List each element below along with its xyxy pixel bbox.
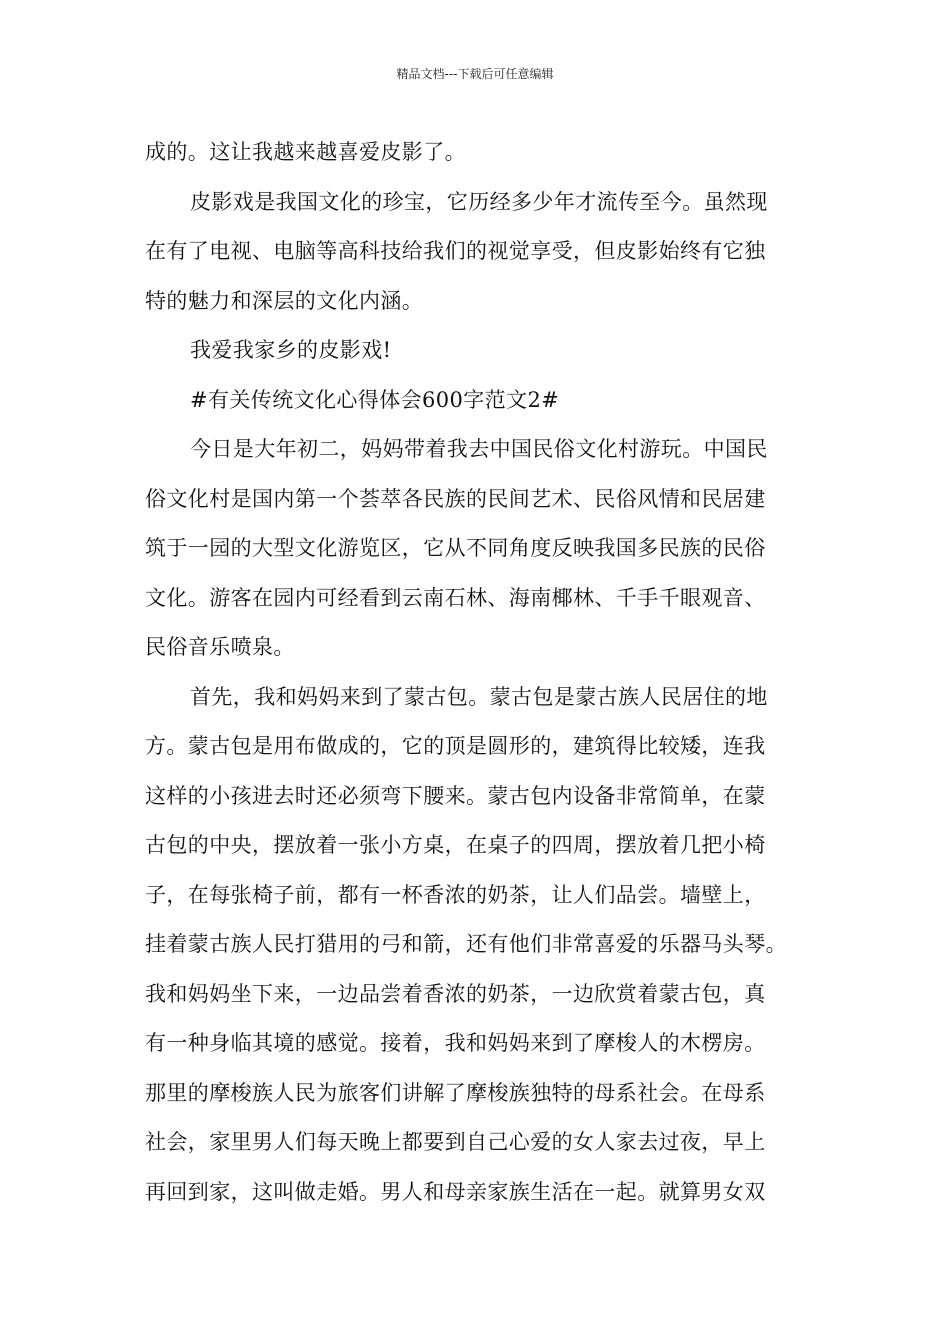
text-line: 社会，家里男人们每天晚上都要到自己心爱的女人家去过夜，早上 [145, 1130, 766, 1154]
text-line: 皮影戏是我国文化的珍宝，它历经多少年才流传至今。虽然现 [190, 189, 768, 214]
text-line: 那里的摩梭族人民为旅客们讲解了摩梭族独特的母系社会。在母系 [145, 1080, 766, 1105]
text-line: 我和妈妈坐下来，一边品尝着香浓的奶茶，一边欣赏着蒙古包，真 [145, 981, 766, 1006]
document-body [145, 128, 817, 1217]
text-line: 我爱我家乡的皮影戏! [190, 338, 392, 362]
text-line: 今日是大年初二，妈妈带着我去中国民俗文化村游玩。中国民 [190, 437, 768, 461]
text-line: 在有了电视、电脑等高科技给我们的视觉享受，但皮影始终有它独 [145, 239, 766, 263]
text-line: 俗文化村是国内第一个荟萃各民族的民间艺术、民俗风情和民居建 [145, 486, 766, 511]
text-line: 首先，我和妈妈来到了蒙古包。蒙古包是蒙古族人民居住的地 [190, 684, 768, 709]
text-line: 成的。这让我越来越喜爱皮影了。 [145, 140, 466, 164]
text-line: 子，在每张椅子前，都有一杯香浓的奶茶，让人们品尝。墙壁上， [145, 882, 766, 907]
text-line: 文化。游客在园内可经看到云南石林、海南椰林、千手千眼观音、 [145, 585, 766, 610]
text-line: #有关传统文化心得体会600字范文2# [190, 387, 560, 412]
text-line: 再回到家，这叫做走婚。男人和母亲家族生活在一起。就算男女双 [145, 1179, 766, 1204]
text-line: 挂着蒙古族人民打猎用的弓和箭，还有他们非常喜爱的乐器马头琴。 [145, 932, 787, 956]
text-line: 这样的小孩进去时还必须弯下腰来。蒙古包内设备非常简单，在蒙 [145, 783, 766, 808]
text-line: 有一种身临其境的感觉。接着，我和妈妈来到了摩梭人的木楞房。 [145, 1031, 766, 1055]
page-header: 精品文档---下载后可任意编辑 [396, 67, 554, 81]
text-line: 民俗音乐喷泉。 [145, 635, 295, 659]
text-line: 古包的中央，摆放着一张小方桌，在桌子的四周，摆放着几把小椅 [145, 833, 766, 857]
text-line: 筑于一园的大型文化游览区，它从不同角度反映我国多民族的民俗 [145, 536, 766, 560]
text-line: 特的魅力和深层的文化内涵。 [145, 288, 424, 313]
text-line: 方。蒙古包是用布做成的，它的顶是圆形的，建筑得比较矮，连我 [145, 734, 766, 758]
